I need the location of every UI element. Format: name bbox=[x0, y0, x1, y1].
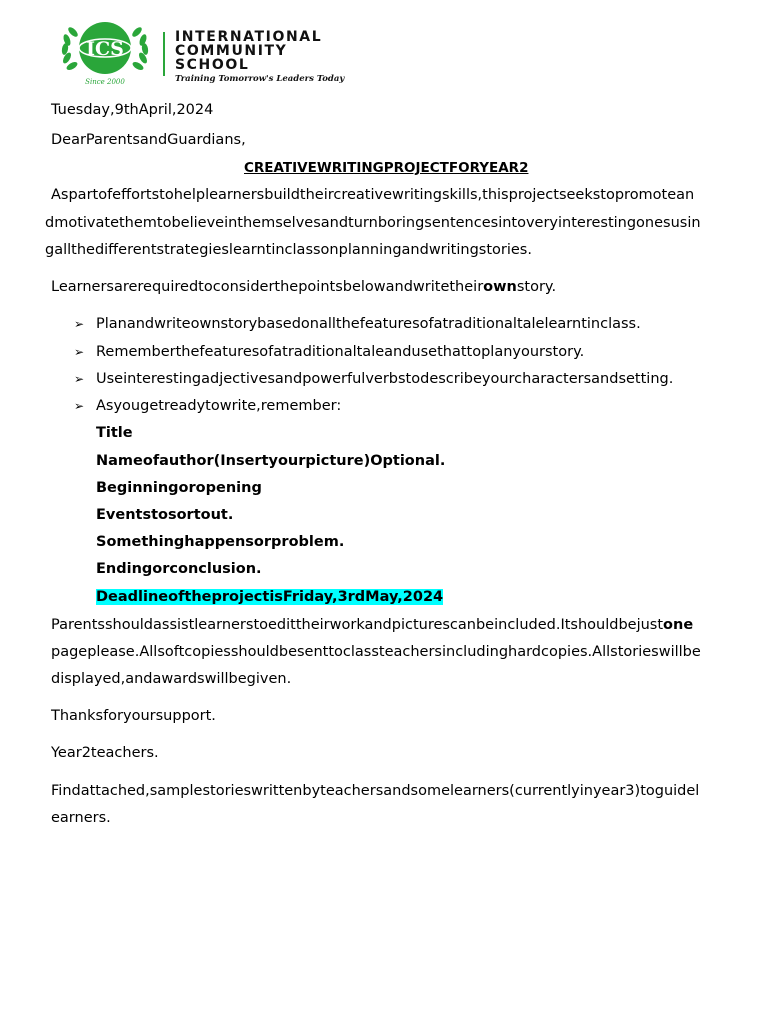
deadline-notice bbox=[96, 588, 443, 606]
parents-emphasis: one bbox=[663, 617, 694, 633]
arrow-bullet-icon: ➢ bbox=[74, 345, 85, 359]
arrow-bullet-icon: ➢ bbox=[74, 399, 85, 413]
requirement-text: Learnersarerequiredtoconsiderthepointsbelowandwritetheir bbox=[51, 279, 484, 295]
parents-text: Parentsshouldassistlearnerstoedittheirworkandpicturescanbeincluded.Itshouldbejust bbox=[51, 617, 664, 633]
bullet-item: Asyougetreadytowrite,remember: bbox=[96, 398, 342, 414]
school-name-line3: SCHOOL bbox=[175, 57, 250, 73]
bullet-item: Useinterestingadjectivesandpowerfulverbstodescribeyourcharactersandsetting. bbox=[96, 371, 674, 387]
remember-item: Title bbox=[96, 425, 133, 441]
parents-line-2: pageplease.Allsoftcopiesshouldbesenttoclassteachersincludinghardcopies.Allstorieswillbe bbox=[51, 644, 701, 660]
school-logo bbox=[55, 18, 385, 88]
remember-item: Somethinghappensorproblem. bbox=[96, 534, 345, 550]
logo-divider bbox=[163, 32, 165, 76]
parents-line-3: displayed,andawardswillbegiven. bbox=[51, 671, 292, 687]
intro-line-1: Aspartofeffortstohelplearnersbuildtheircreativewritingskills,thisprojectseekstopromotean bbox=[51, 187, 695, 203]
bullet-item: Planandwriteownstorybasedonallthefeaturesofatraditionaltalelearntinclass. bbox=[96, 316, 641, 332]
deadline-highlight: DeadlineoftheprojectisFriday,3rdMay,2024 bbox=[96, 589, 444, 605]
bullet-item: Rememberthefeaturesofatraditionaltaleandusethattoplanyourstory. bbox=[96, 344, 585, 360]
school-tagline: Training Tomorrow's Leaders Today bbox=[175, 74, 345, 84]
parents-line-1 bbox=[51, 616, 693, 634]
document-title: CREATIVEWRITINGPROJECTFORYEAR2 bbox=[244, 160, 529, 176]
remember-item: Endingorconclusion. bbox=[96, 561, 262, 577]
attached-line-2: earners. bbox=[51, 810, 111, 826]
remember-item: Beginningoropening bbox=[96, 480, 262, 496]
arrow-bullet-icon: ➢ bbox=[74, 317, 85, 331]
school-name-line2: COMMUNITY bbox=[175, 43, 288, 59]
requirement-text-end: story. bbox=[516, 279, 557, 295]
requirement-sentence bbox=[51, 278, 556, 296]
signoff-line: Year2teachers. bbox=[51, 745, 159, 761]
school-name-block bbox=[175, 30, 344, 84]
letter-date: Tuesday,9thApril,2024 bbox=[51, 102, 214, 118]
salutation: DearParentsandGuardians, bbox=[51, 132, 246, 148]
remember-item: Nameofauthor(Insertyourpicture)Optional. bbox=[96, 453, 446, 469]
school-name-line1: INTERNATIONAL bbox=[175, 29, 323, 45]
arrow-bullet-icon: ➢ bbox=[74, 372, 85, 386]
logo-initials: ICS bbox=[86, 38, 124, 60]
laurel-emblem-icon bbox=[55, 18, 155, 88]
remember-item: Eventstosortout. bbox=[96, 507, 234, 523]
attached-line-1: Findattached,samplestorieswrittenbyteachersandsomelearners(currentlyinyear3)toguidel bbox=[51, 783, 700, 799]
logo-since: Since 2000 bbox=[85, 78, 125, 86]
intro-line-3: gallthedifferentstrategieslearntinclassonplanningandwritingstories. bbox=[45, 242, 532, 258]
intro-line-2: dmotivatethemtobelieveinthemselvesandturnboringsentencesintoveryinterestingonesusin bbox=[45, 215, 701, 231]
thanks-line: Thanksforyoursupport. bbox=[51, 708, 216, 724]
requirement-emphasis: own bbox=[483, 279, 517, 295]
